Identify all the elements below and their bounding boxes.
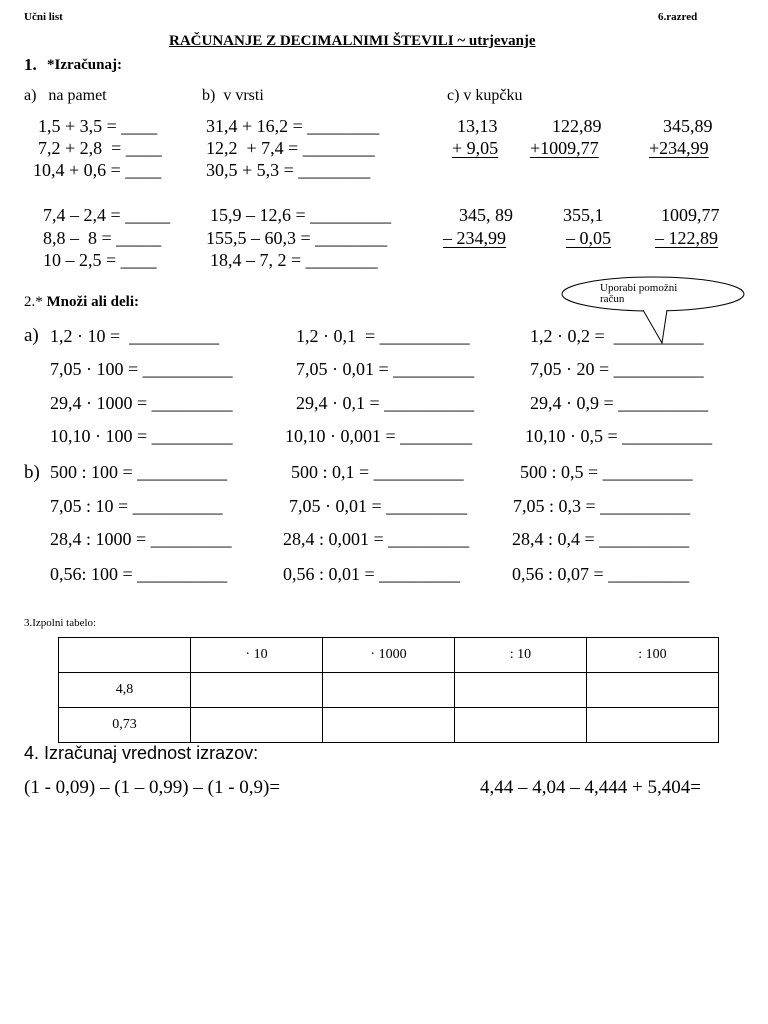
s1-c-bottom-second-3: – 122,89 xyxy=(655,228,718,248)
s1-b-row-6: 18,4 – 7, 2 = ________ xyxy=(210,250,378,270)
bubble-text: Uporabi pomožni račun xyxy=(600,282,678,305)
s1-c-bottom-2: 355,1 xyxy=(563,205,604,225)
s2-b-r4-c1: 0,56: 100 = __________ xyxy=(50,564,228,584)
s2-a-r3-c2: 29,4 · 0,1 = __________ xyxy=(296,393,475,413)
s2-b-r4-c3: 0,56 : 0,07 = _________ xyxy=(512,564,690,584)
section4-heading: 4. Izračunaj vrednost izrazov: xyxy=(24,743,259,763)
fill-table xyxy=(58,637,719,743)
section2-num: 2.* xyxy=(24,294,43,310)
s1-c-top-1: 13,13 xyxy=(457,116,498,136)
s1-c-bottom-1: 345, 89 xyxy=(459,205,513,225)
table-cell[interactable] xyxy=(191,673,323,708)
s2-b-r3-c1: 28,4 : 1000 = _________ xyxy=(50,529,232,549)
s1-c-bottom-second-1: – 234,99 xyxy=(443,228,506,248)
s1-a-row-4: 7,4 – 2,4 = _____ xyxy=(43,205,171,225)
s1-a-row-1: 1,5 + 3,5 = ____ xyxy=(38,116,158,136)
section1-heading: *Izračunaj: xyxy=(47,57,122,73)
table-row xyxy=(59,673,719,708)
table-cell[interactable] xyxy=(455,708,587,743)
s1-c-bottom-3: 1009,77 xyxy=(661,205,720,225)
s1-c-top-second-3: +234,99 xyxy=(649,138,709,158)
s2-b-r3-c2: 28,4 : 0,001 = _________ xyxy=(283,529,470,549)
section3-heading: 3.Izpolni tabelo: xyxy=(24,617,97,629)
section1-sub-c: c) v kupčku xyxy=(447,87,523,104)
s1-b-row-4: 15,9 – 12,6 = _________ xyxy=(210,205,392,225)
s2-a-r2-c2: 7,05 · 0,01 = _________ xyxy=(296,359,475,379)
s2-b-r1-c3: 500 : 0,5 = __________ xyxy=(520,462,693,482)
s1-c-bottom-second-2: – 0,05 xyxy=(566,228,611,248)
table-cell[interactable] xyxy=(587,673,719,708)
table-header-cell: · 1000 xyxy=(323,638,455,673)
s1-a-row-5: 8,8 – 8 = _____ xyxy=(43,228,162,248)
table-header-cell xyxy=(59,638,191,673)
table-cell[interactable] xyxy=(455,673,587,708)
section2-a-label: a) xyxy=(24,325,39,346)
section1-sub-a: a) na pamet xyxy=(24,87,107,104)
s1-a-row-2: 7,2 + 2,8 = ____ xyxy=(38,138,162,158)
s2-a-r4-c2: 10,10 · 0,001 = ________ xyxy=(285,426,473,446)
page-title: RAČUNANJE Z DECIMALNIMI ŠTEVILI ~ utrjevanje xyxy=(169,33,536,49)
table-header-cell: · 10 xyxy=(191,638,323,673)
section2-heading: Množi ali deli: xyxy=(46,294,139,310)
table-header-cell: : 100 xyxy=(587,638,719,673)
header-right: 6.razred xyxy=(658,11,698,23)
table-cell[interactable] xyxy=(323,673,455,708)
table-header-row xyxy=(59,638,719,673)
s1-b-row-3: 30,5 + 5,3 = ________ xyxy=(206,160,371,180)
s2-a-r1-c3: 1,2 · 0,2 = __________ xyxy=(530,326,704,346)
s2-a-r3-c1: 29,4 · 1000 = _________ xyxy=(50,393,233,413)
s2-b-r2-c1: 7,05 : 10 = __________ xyxy=(50,496,223,516)
section1-sub-b: b) v vrsti xyxy=(202,87,264,104)
header-left: Učni list xyxy=(24,11,63,23)
s2-a-r2-c3: 7,05 · 20 = __________ xyxy=(530,359,704,379)
section1-number: 1. xyxy=(24,55,37,74)
s2-b-r1-c2: 500 : 0,1 = __________ xyxy=(291,462,464,482)
table-cell[interactable] xyxy=(191,708,323,743)
s2-a-r2-c1: 7,05 · 100 = __________ xyxy=(50,359,233,379)
section2-number xyxy=(24,294,139,311)
s2-b-r2-c2: 7,05 · 0,01 = _________ xyxy=(289,496,468,516)
s1-c-top-second-1: + 9,05 xyxy=(452,138,499,158)
table-row xyxy=(59,708,719,743)
s2-a-r3-c3: 29,4 · 0,9 = __________ xyxy=(530,393,709,413)
s1-c-top-2: 122,89 xyxy=(552,116,602,136)
s2-b-r3-c3: 28,4 : 0,4 = __________ xyxy=(512,529,690,549)
s2-a-r4-c1: 10,10 · 100 = _________ xyxy=(50,426,233,446)
section4-expr-1: (1 - 0,09) – (1 – 0,99) – (1 - 0,9)= xyxy=(24,777,281,798)
s2-a-r1-c2: 1,2 · 0,1 = __________ xyxy=(296,326,470,346)
s1-c-top-3: 345,89 xyxy=(663,116,713,136)
s2-b-r2-c3: 7,05 : 0,3 = __________ xyxy=(513,496,691,516)
table-cell: 4,8 xyxy=(59,673,191,708)
table-cell[interactable] xyxy=(587,708,719,743)
s1-c-top-second-2: +1009,77 xyxy=(530,138,599,158)
s2-b-r4-c2: 0,56 : 0,01 = _________ xyxy=(283,564,461,584)
s1-b-row-5: 155,5 – 60,3 = ________ xyxy=(206,228,388,248)
section4-expr-2: 4,44 – 4,04 – 4,444 + 5,404= xyxy=(480,777,701,798)
s1-a-row-6: 10 – 2,5 = ____ xyxy=(43,250,157,270)
section2-b-label: b) xyxy=(24,462,40,483)
table-cell[interactable] xyxy=(323,708,455,743)
table-cell: 0,73 xyxy=(59,708,191,743)
s2-b-r1-c1: 500 : 100 = __________ xyxy=(50,462,228,482)
s2-a-r4-c3: 10,10 · 0,5 = __________ xyxy=(525,426,713,446)
s2-a-r1-c1: 1,2 · 10 = __________ xyxy=(50,326,220,346)
s1-b-row-2: 12,2 + 7,4 = ________ xyxy=(206,138,375,158)
table-header-cell: : 10 xyxy=(455,638,587,673)
s1-a-row-3: 10,4 + 0,6 = ____ xyxy=(33,160,162,180)
s1-b-row-1: 31,4 + 16,2 = ________ xyxy=(206,116,380,136)
